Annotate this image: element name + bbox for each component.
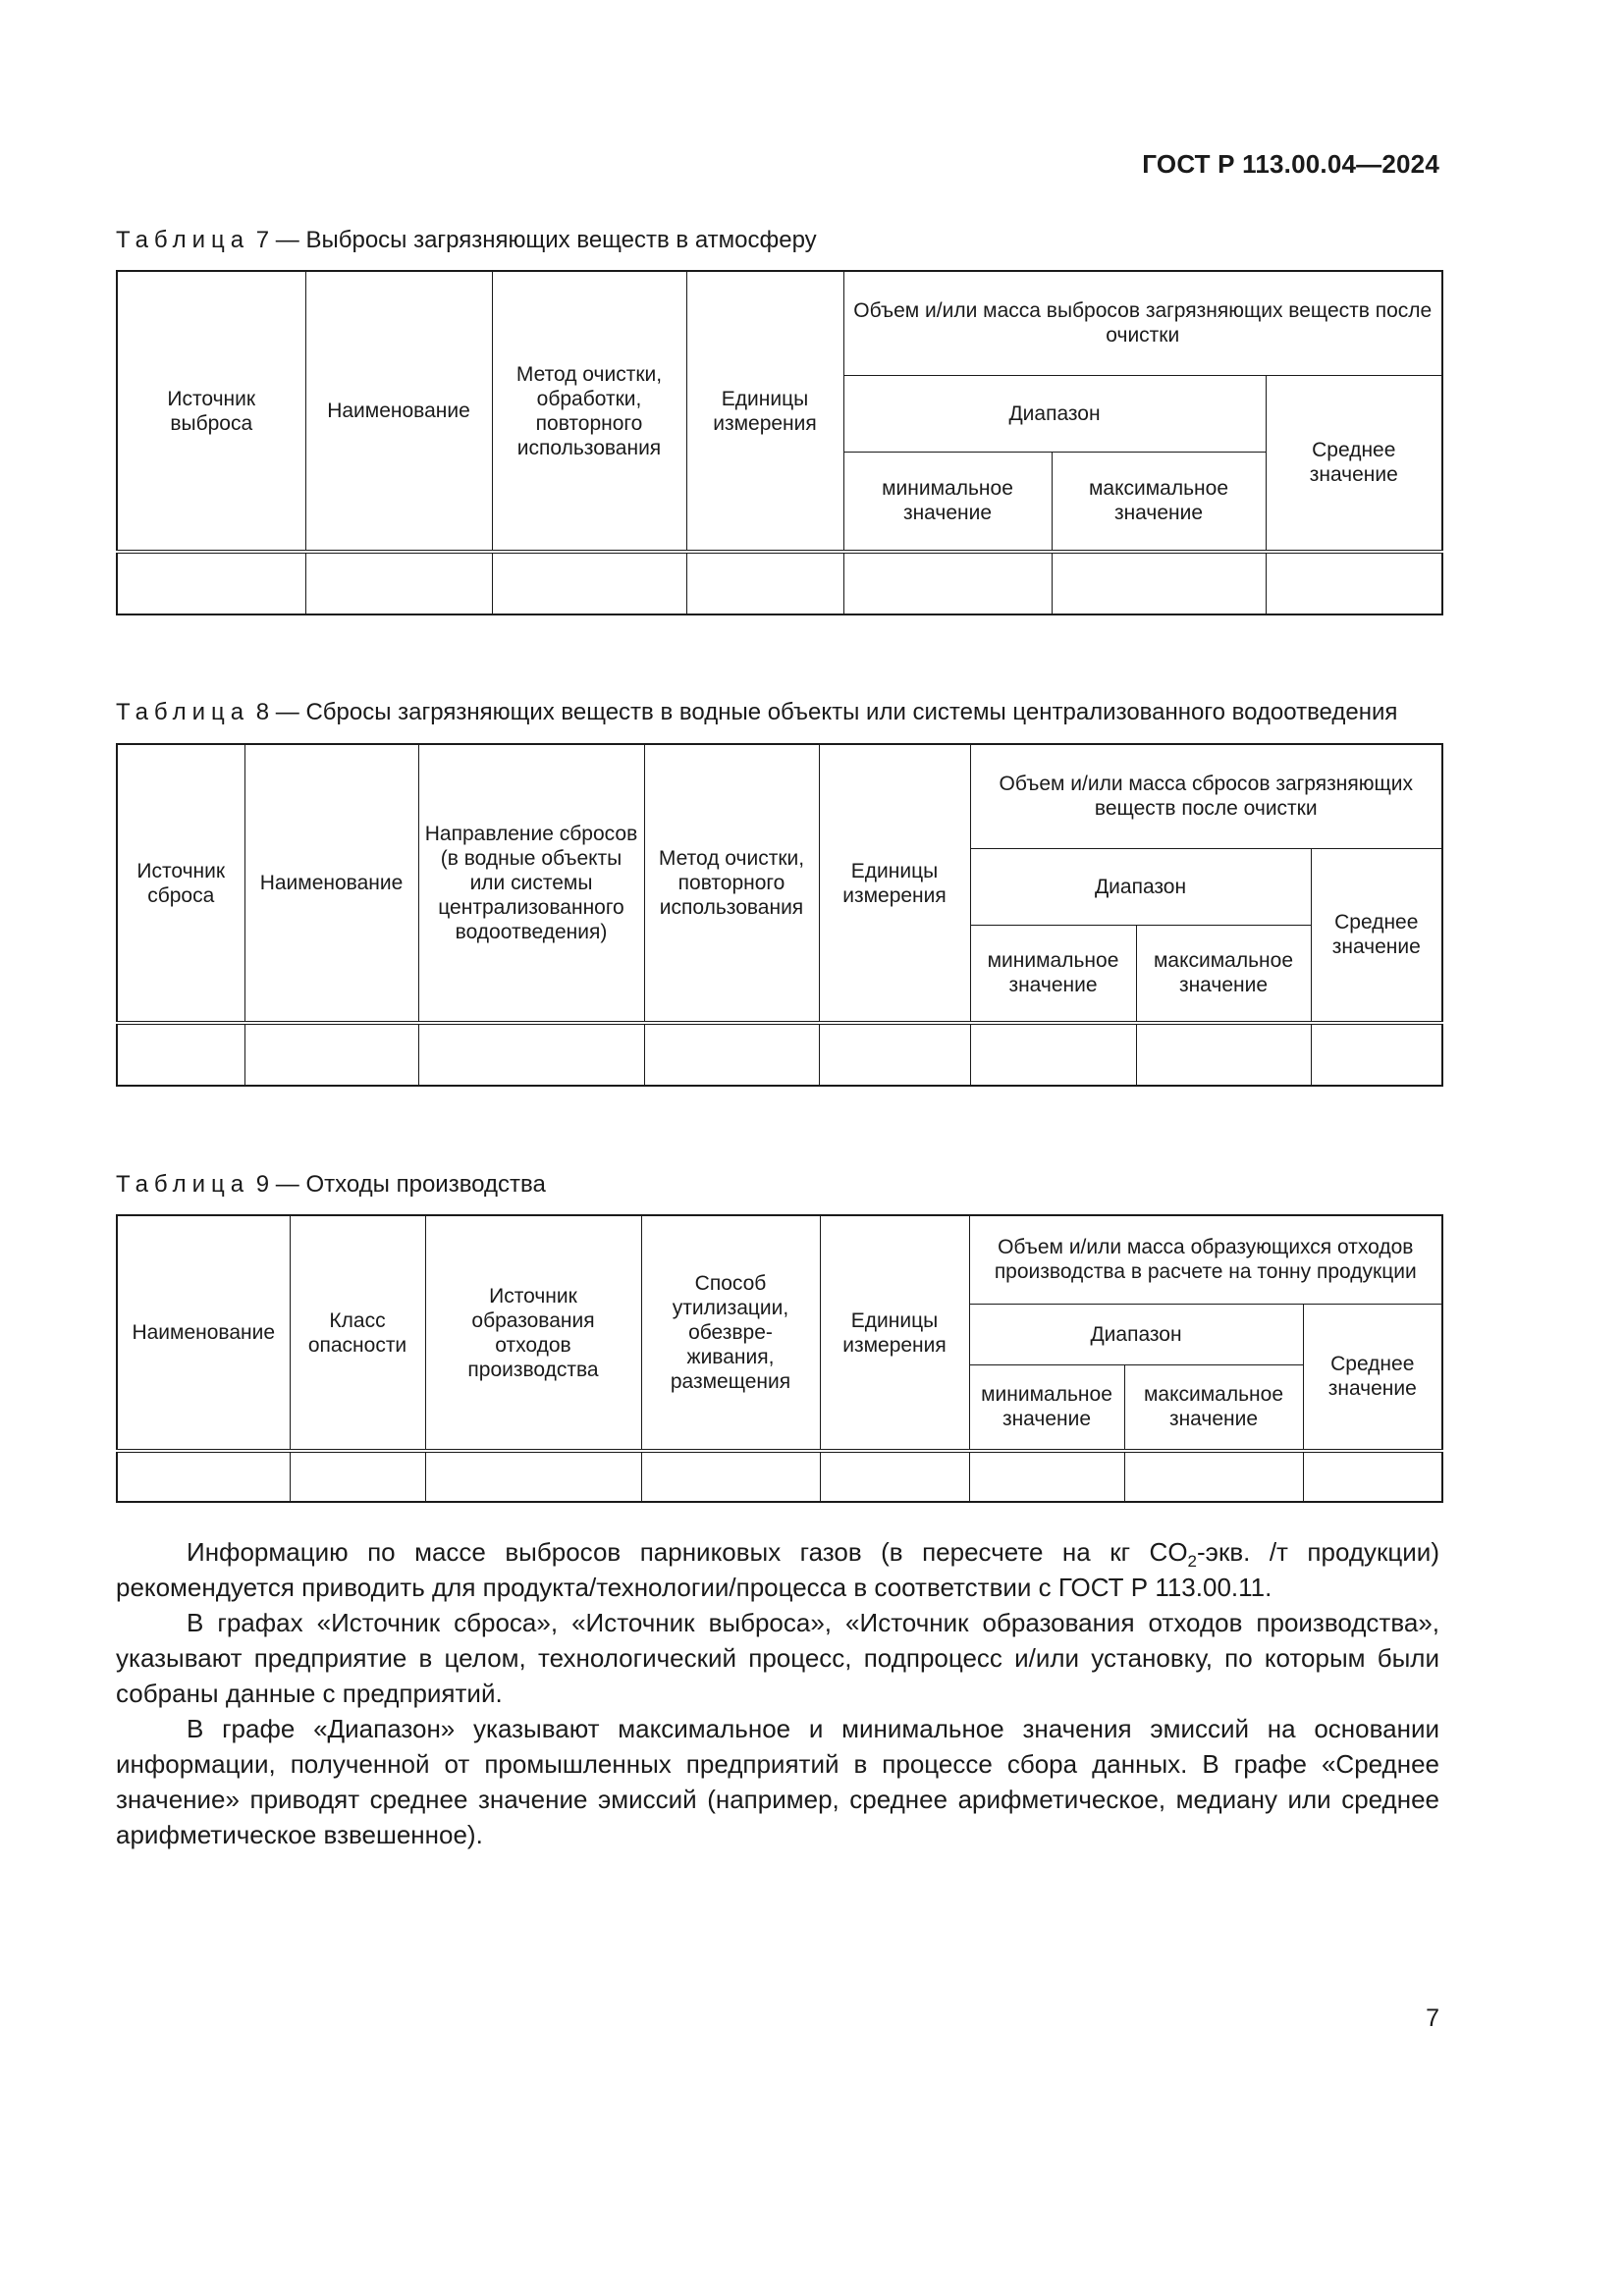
table9-empty-cell — [117, 1451, 290, 1502]
table9-header-range: Диапазон — [969, 1304, 1303, 1364]
table7-empty-cell — [1052, 552, 1266, 614]
table8-header-units: Единицы измерения — [819, 744, 970, 1023]
table8-header-max: максимальное значение — [1136, 925, 1311, 1023]
paragraph-ghg-part1: Информацию по массе выбросов парниковых газов (в пересчете на кг CO — [187, 1537, 1188, 1567]
table7-empty-cell — [492, 552, 686, 614]
table8-header-average: Среднее значение — [1311, 848, 1442, 1023]
table8-empty-cell — [1136, 1023, 1311, 1086]
table9-header-volume: Объем и/или масса образующихся отходов производства в расчете на тонну продукции — [969, 1215, 1442, 1304]
paragraph-ghg — [116, 1534, 1439, 1605]
table8-discharges-water — [116, 743, 1443, 1087]
table8-header-volume: Объем и/или масса сбросов загрязняющих веществ после очистки — [970, 744, 1442, 848]
paragraph-source-columns: В графах «Источник сброса», «Источник выброса», «Источник образования отходов производства», указывают предприятие в целом, технологический процесс, подпроцесс и/или установку, по которым были собраны данные с предприятий. — [116, 1608, 1439, 1708]
table9-header-class: Класс опасности — [290, 1215, 425, 1451]
table9-header-max: максимальное значение — [1124, 1364, 1303, 1451]
table9-caption-text: 9 — Отходы производства — [249, 1171, 546, 1198]
table9-production-waste — [116, 1214, 1443, 1503]
page-number: 7 — [1426, 2004, 1439, 2032]
table9-empty-cell — [820, 1451, 969, 1502]
table8-empty-cell — [819, 1023, 970, 1086]
table9-header-source: Источник образования отходов производства — [425, 1215, 641, 1451]
table7-empty-cell — [686, 552, 843, 614]
table8-header-min: минимальное значение — [970, 925, 1136, 1023]
document-id-header: ГОСТ Р 113.00.04—2024 — [1142, 149, 1439, 179]
table8-empty-cell — [418, 1023, 644, 1086]
table7-caption-text: 7 — Выбросы загрязняющих веществ в атмосферу — [249, 227, 817, 253]
table7-header-name: Наименование — [305, 271, 492, 552]
table7-empty-cell — [843, 552, 1052, 614]
table7-header-method: Метод очистки, обработки, повторного использования — [492, 271, 686, 552]
table7-header-max: максимальное значение — [1052, 452, 1266, 552]
table9-header-units: Единицы измерения — [820, 1215, 969, 1451]
table8-header-range: Диапазон — [970, 848, 1311, 925]
table9-empty-cell — [425, 1451, 641, 1502]
table7-empty-cell — [305, 552, 492, 614]
table8-caption — [116, 698, 1397, 727]
table8-empty-cell — [644, 1023, 819, 1086]
table9-empty-cell — [641, 1451, 820, 1502]
table9-caption-word: Таблица — [116, 1171, 250, 1198]
table9-empty-cell — [290, 1451, 425, 1502]
table7-header-volume: Объем и/или масса выбросов загрязняющих веществ после очистки — [843, 271, 1442, 375]
table9-header-average: Среднее значение — [1303, 1304, 1442, 1451]
table7-empty-cell — [1266, 552, 1442, 614]
table8-header-name: Наименование — [244, 744, 418, 1023]
table9-empty-cell — [1303, 1451, 1442, 1502]
table9-header-method: Способ утилизации, обезвре- живания, размещения — [641, 1215, 820, 1451]
table7-header-min: минимальное значение — [843, 452, 1052, 552]
body-text — [116, 1534, 1439, 1852]
table8-empty-cell — [244, 1023, 418, 1086]
table7-emissions-atmosphere — [116, 270, 1443, 615]
table7-empty-cell — [117, 552, 305, 614]
table7-header-units: Единицы измерения — [686, 271, 843, 552]
table9-empty-cell — [1124, 1451, 1303, 1502]
table8-empty-cell — [970, 1023, 1136, 1086]
table8-empty-cell — [1311, 1023, 1442, 1086]
table7-caption-word: Таблица — [116, 227, 250, 253]
table8-header-source: Источник сброса — [117, 744, 244, 1023]
table7-header-range: Диапазон — [843, 375, 1266, 452]
table9-header-min: минимальное значение — [969, 1364, 1124, 1451]
table8-caption-text: 8 — Сбросы загрязняющих веществ в водные объекты или системы централизованного водоотведения — [249, 699, 1398, 725]
table9-empty-cell — [969, 1451, 1124, 1502]
paragraph-range-column: В графе «Диапазон» указывают максимальное и минимальное значения эмиссий на основании информации, полученной от промышленных предприятий в процессе сбора данных. В графе «Среднее значение» приводят среднее значение эмиссий (например, среднее арифметическое, медиану или среднее арифметическое взвешенное). — [116, 1714, 1439, 1849]
table9-header-name: Наименование — [117, 1215, 290, 1451]
co2-subscript: 2 — [1187, 1552, 1198, 1572]
table8-caption-word: Таблица — [116, 699, 250, 725]
table7-caption — [116, 226, 817, 255]
table8-header-method: Метод очистки, повторного использования — [644, 744, 819, 1023]
table7-header-source: Источник выброса — [117, 271, 305, 552]
table9-caption — [116, 1170, 546, 1200]
table7-header-average: Среднее значение — [1266, 375, 1442, 552]
paragraph-ghg-part2: -экв. /т продукции) рекомендуется приводить для продукта/технологии/процесса в соответствии с ГОСТ Р 113.00.11. — [116, 1537, 1439, 1602]
table8-header-direction: Направление сбросов (в водные объекты или системы централизованного водоотведения) — [418, 744, 644, 1023]
table8-empty-cell — [117, 1023, 244, 1086]
